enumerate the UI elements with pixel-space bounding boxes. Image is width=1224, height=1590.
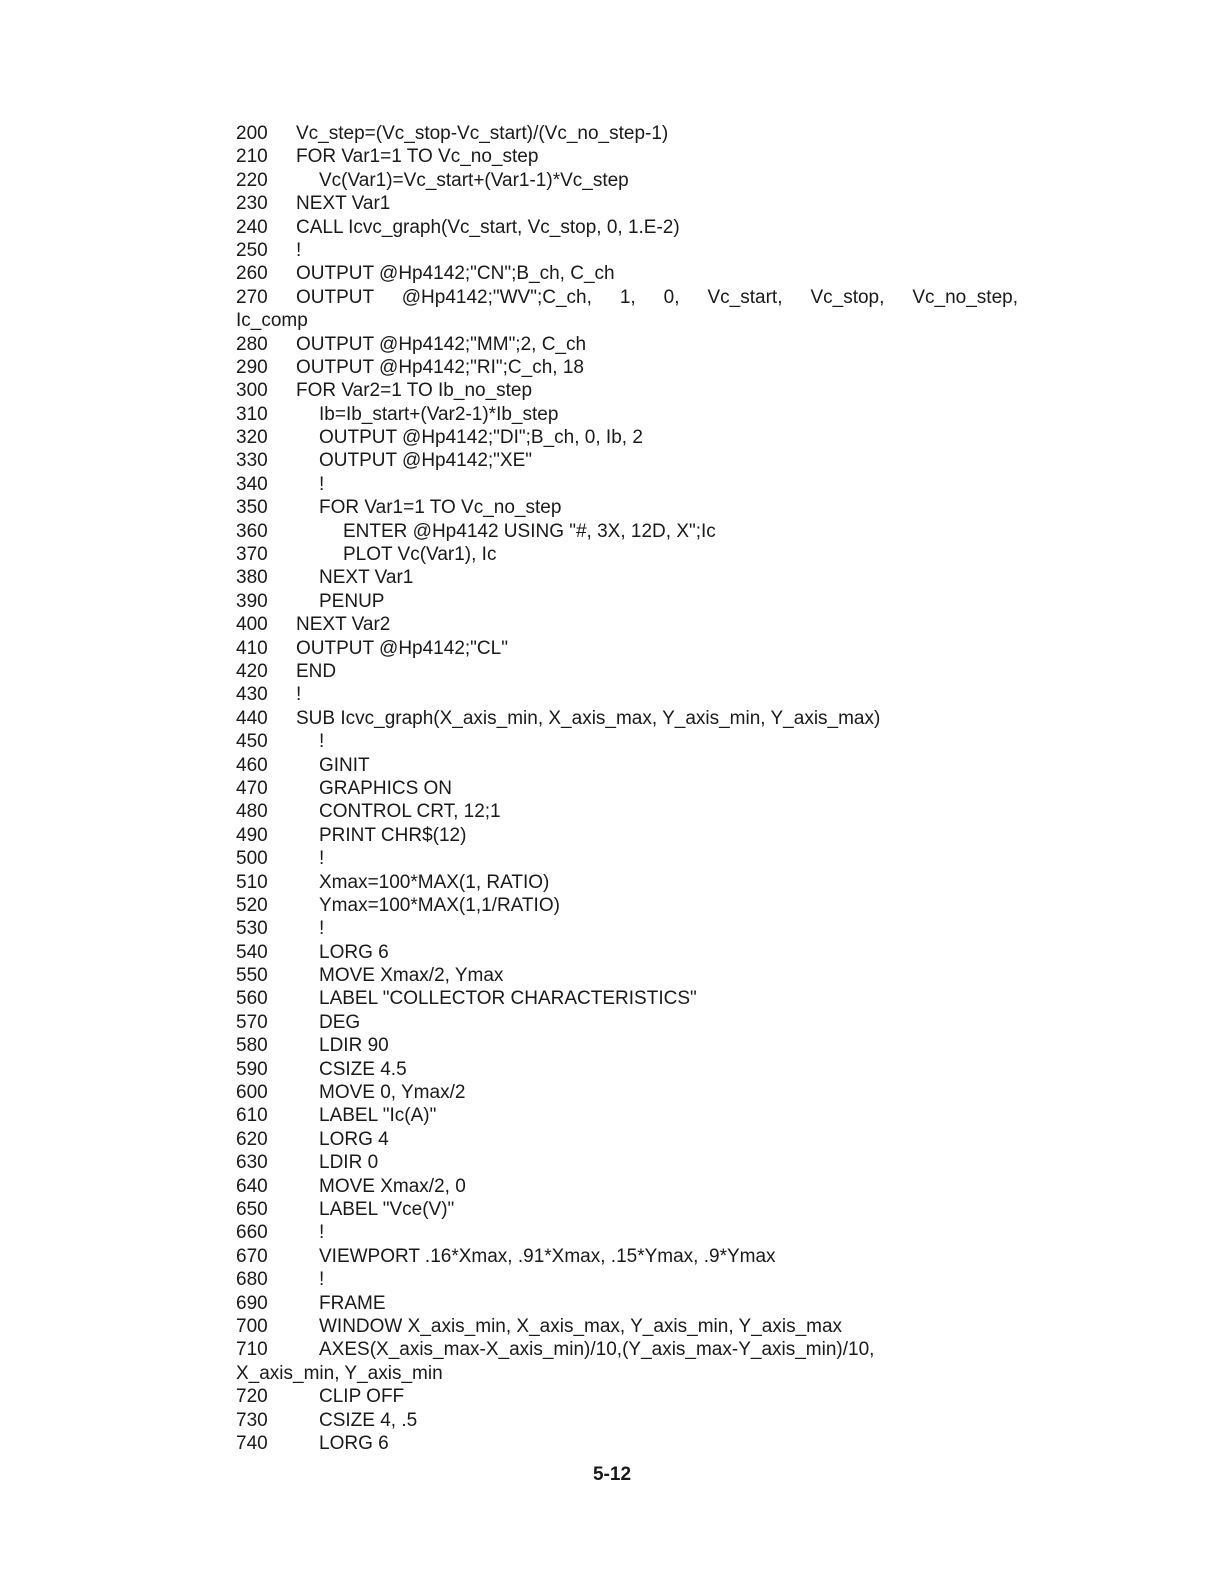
code-line — [236, 403, 1136, 426]
code-line — [236, 169, 1136, 192]
line-number: 260 — [236, 263, 268, 285]
code-line — [236, 1385, 1136, 1408]
code-line — [236, 847, 1136, 870]
statement-text: LORG 4 — [319, 1128, 389, 1150]
line-number: 540 — [236, 941, 268, 963]
line-number: 240 — [236, 216, 268, 238]
line-number: 340 — [236, 473, 268, 495]
line-number: 530 — [236, 918, 268, 940]
line-number: 550 — [236, 965, 268, 987]
line-number: 210 — [236, 146, 268, 168]
code-line — [236, 1104, 1136, 1127]
statement-text: Vc_step=(Vc_stop-Vc_start)/(Vc_no_step-1) — [296, 123, 669, 144]
statement-text: ENTER @Hp4142 USING "#, 3X, 12D, X";Ic — [343, 520, 716, 542]
statement-text: OUTPUT @Hp4142;"WV";C_ch, 1, 0, Vc_start, Vc_stop, Vc_no_step, — [296, 286, 1018, 308]
code-line — [236, 941, 1136, 964]
statement-text: END — [296, 661, 337, 682]
line-number: 730 — [236, 1409, 268, 1431]
line-number: 500 — [236, 848, 268, 870]
code-line — [236, 777, 1136, 800]
line-number: 650 — [236, 1198, 268, 1220]
code-line — [236, 1151, 1136, 1174]
line-number: 390 — [236, 590, 268, 612]
code-line — [236, 333, 1136, 356]
statement-text: MOVE Xmax/2, Ymax — [319, 965, 504, 987]
line-number: 330 — [236, 450, 268, 472]
line-number: 270 — [236, 286, 268, 308]
code-line — [236, 449, 1136, 472]
code-line — [236, 754, 1136, 777]
statement-text: Ib=Ib_start+(Var2-1)*Ib_step — [319, 403, 559, 425]
line-number: 590 — [236, 1058, 268, 1080]
statement-text: SUB Icvc_graph(X_axis_min, X_axis_max, Y_axis_min, Y_axis_max) — [296, 707, 881, 729]
statement-text: NEXT Var1 — [296, 193, 391, 215]
statement-text: CALL Icvc_graph(Vc_start, Vc_stop, 0, 1.E-2) — [296, 216, 680, 238]
statement-text: LORG 6 — [319, 941, 389, 963]
statement-text: CSIZE 4.5 — [319, 1058, 407, 1080]
statement-text: CONTROL CRT, 12;1 — [319, 801, 501, 823]
statement-text: FRAME — [319, 1292, 386, 1314]
statement-text: PLOT Vc(Var1), Ic — [343, 544, 497, 566]
statement-continuation: X_axis_min, Y_axis_min — [236, 1362, 443, 1384]
line-number: 280 — [236, 333, 268, 355]
code-line — [236, 1338, 1136, 1385]
line-number: 520 — [236, 894, 268, 916]
statement-text: GRAPHICS ON — [319, 777, 453, 799]
code-line — [236, 800, 1136, 823]
statement-text: OUTPUT @Hp4142;"XE" — [319, 450, 532, 472]
line-number: 420 — [236, 661, 268, 682]
line-number: 300 — [236, 380, 268, 402]
line-number: 400 — [236, 614, 268, 636]
code-line — [236, 520, 1136, 543]
code-line — [236, 824, 1136, 847]
line-number: 490 — [236, 824, 268, 846]
statement-text: LORG 6 — [319, 1432, 389, 1454]
code-line — [236, 426, 1136, 449]
code-line — [236, 1315, 1136, 1338]
statement-text: Xmax=100*MAX(1, RATIO) — [319, 871, 550, 893]
code-line — [236, 894, 1136, 917]
code-line — [236, 1198, 1136, 1221]
code-line — [236, 379, 1136, 402]
line-number: 620 — [236, 1128, 268, 1150]
code-line — [236, 987, 1136, 1010]
line-number: 670 — [236, 1245, 268, 1267]
statement-text: OUTPUT @Hp4142;"RI";C_ch, 18 — [296, 356, 584, 378]
code-line — [236, 1432, 1136, 1455]
code-line — [236, 1011, 1136, 1034]
line-number: 470 — [236, 777, 268, 799]
code-line — [236, 356, 1136, 379]
line-number: 450 — [236, 731, 268, 753]
statement-text: PRINT CHR$(12) — [319, 824, 467, 846]
line-number: 600 — [236, 1082, 268, 1104]
statement-text: ! — [296, 239, 302, 261]
code-line — [236, 543, 1136, 566]
line-number: 360 — [236, 520, 268, 542]
line-number: 430 — [236, 684, 268, 706]
statement-text: OUTPUT @Hp4142;"CL" — [296, 637, 508, 659]
code-line — [236, 917, 1136, 940]
statement-text: OUTPUT @Hp4142;"CN";B_ch, C_ch — [296, 263, 615, 285]
line-number: 720 — [236, 1386, 268, 1408]
code-line — [236, 1034, 1136, 1057]
line-number: 740 — [236, 1432, 268, 1454]
line-number: 230 — [236, 193, 268, 215]
statement-text: CSIZE 4, .5 — [319, 1409, 418, 1431]
line-number: 460 — [236, 754, 268, 776]
code-line — [236, 122, 1136, 145]
statement-text: ! — [319, 1269, 325, 1291]
code-line — [236, 262, 1136, 285]
line-number: 510 — [236, 871, 268, 893]
code-line — [236, 192, 1136, 215]
code-line — [236, 590, 1136, 613]
code-line — [236, 707, 1136, 730]
statement-text: ! — [319, 1222, 325, 1244]
statement-text: LABEL "Vce(V)" — [319, 1198, 455, 1220]
code-line — [236, 1268, 1136, 1291]
statement-text: LDIR 90 — [319, 1035, 389, 1057]
code-line — [236, 730, 1136, 753]
code-line — [236, 1221, 1136, 1244]
statement-text: FOR Var1=1 TO Vc_no_step — [296, 146, 539, 168]
line-number: 610 — [236, 1105, 268, 1127]
line-number: 410 — [236, 637, 268, 659]
line-number: 310 — [236, 403, 268, 425]
line-number: 710 — [236, 1339, 268, 1361]
line-number: 220 — [236, 169, 268, 191]
statement-text: GINIT — [319, 754, 370, 776]
line-number: 380 — [236, 567, 268, 589]
line-number: 690 — [236, 1292, 268, 1314]
statement-text: Vc(Var1)=Vc_start+(Var1-1)*Vc_step — [319, 169, 629, 191]
statement-text: LDIR 0 — [319, 1152, 379, 1174]
statement-text: WINDOW X_axis_min, X_axis_max, Y_axis_min, Y_axis_max — [319, 1315, 843, 1337]
statement-text: ! — [319, 473, 325, 495]
line-number: 630 — [236, 1152, 268, 1174]
line-number: 440 — [236, 707, 268, 729]
code-line — [236, 1409, 1136, 1432]
line-number: 200 — [236, 123, 268, 144]
statement-text: DEG — [319, 1011, 361, 1033]
line-number: 660 — [236, 1222, 268, 1244]
code-line — [236, 1128, 1136, 1151]
code-line — [236, 216, 1136, 239]
code-line — [236, 964, 1136, 987]
statement-text: FOR Var2=1 TO Ib_no_step — [296, 380, 533, 402]
code-line — [236, 871, 1136, 894]
line-number: 320 — [236, 427, 268, 449]
statement-text: NEXT Var1 — [319, 567, 414, 589]
statement-text: AXES(X_axis_max-X_axis_min)/10,(Y_axis_max-Y_axis_min)/10, — [319, 1339, 875, 1361]
code-line — [236, 496, 1136, 519]
line-number: 250 — [236, 239, 268, 261]
statement-text: FOR Var1=1 TO Vc_no_step — [319, 497, 562, 519]
line-number: 560 — [236, 988, 268, 1010]
statement-text: NEXT Var2 — [296, 614, 391, 636]
statement-text: VIEWPORT .16*Xmax, .91*Xmax, .15*Ymax, .9*Ymax — [319, 1245, 776, 1267]
code-line — [236, 145, 1136, 168]
statement-continuation: Ic_comp — [236, 310, 308, 332]
statement-text: LABEL "Ic(A)" — [319, 1105, 437, 1127]
code-line — [236, 566, 1136, 589]
line-number: 480 — [236, 801, 268, 823]
line-number: 570 — [236, 1011, 268, 1033]
statement-text: MOVE Xmax/2, 0 — [319, 1175, 466, 1197]
code-line — [236, 613, 1136, 636]
line-number: 580 — [236, 1035, 268, 1057]
line-number: 370 — [236, 544, 268, 566]
program-listing — [236, 122, 1136, 1455]
line-number: 640 — [236, 1175, 268, 1197]
code-line — [236, 1292, 1136, 1315]
code-line — [236, 473, 1136, 496]
code-line — [236, 637, 1136, 660]
statement-text: CLIP OFF — [319, 1386, 405, 1408]
code-line — [236, 1058, 1136, 1081]
code-line — [236, 239, 1136, 262]
line-number: 700 — [236, 1315, 268, 1337]
code-line — [236, 660, 1136, 683]
statement-text: MOVE 0, Ymax/2 — [319, 1082, 466, 1104]
code-line — [236, 683, 1136, 706]
code-line — [236, 1245, 1136, 1268]
statement-text: Ymax=100*MAX(1,1/RATIO) — [319, 894, 560, 916]
code-line — [236, 1081, 1136, 1104]
statement-text: PENUP — [319, 590, 385, 612]
line-number: 680 — [236, 1269, 268, 1291]
statement-text: ! — [319, 918, 325, 940]
code-line — [236, 1175, 1136, 1198]
statement-text: ! — [319, 848, 325, 870]
statement-text: OUTPUT @Hp4142;"MM";2, C_ch — [296, 333, 587, 355]
statement-text: ! — [319, 731, 325, 753]
statement-text: LABEL "COLLECTOR CHARACTERISTICS" — [319, 988, 697, 1010]
line-number: 290 — [236, 356, 268, 378]
statement-text: ! — [296, 684, 302, 706]
code-line — [236, 286, 1136, 333]
page-number: 5-12 — [592, 1464, 632, 1485]
statement-text: OUTPUT @Hp4142;"DI";B_ch, 0, Ib, 2 — [319, 427, 643, 449]
line-number: 350 — [236, 497, 268, 519]
